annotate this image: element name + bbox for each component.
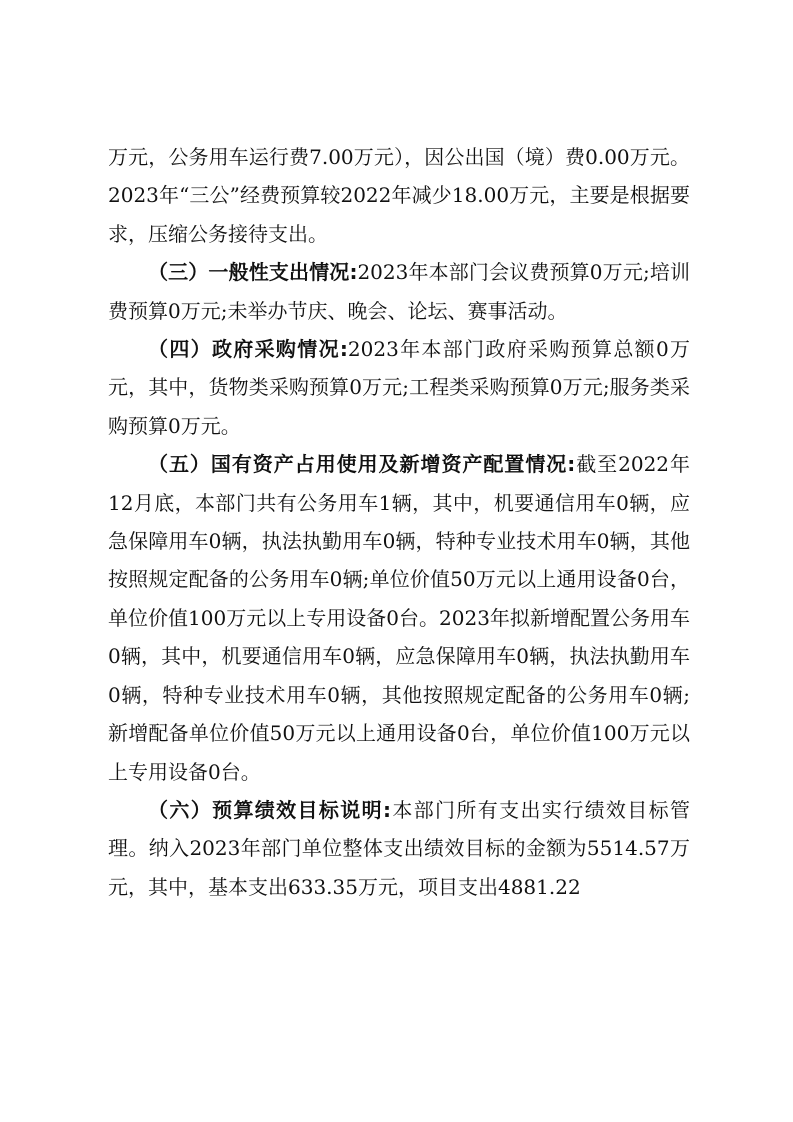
section-heading: （四）政府采购情况: <box>148 337 348 362</box>
section-heading: （六）预算绩效目标说明: <box>148 797 391 822</box>
section-heading: （五）国有资产占用使用及新增资产配置情况: <box>148 452 576 477</box>
paragraph-general-expenditure <box>108 253 690 330</box>
paragraph-text: 2023年本部门政府采购预算总额0万元，其中，货物类采购预算0万元;工程类采购预算0万元;服务类采购预算0万元。 <box>108 337 691 438</box>
paragraph-text: 万元，公务用车运行费7.00万元），因公出国（境）费0.00万元。2023年“三公”经费预算较2022年减少18.00万元，主要是根据要求，压缩公务接待支出。 <box>108 145 690 246</box>
paragraph-continuation <box>108 138 690 253</box>
paragraph-government-procurement <box>108 330 690 445</box>
paragraph-text: 本部门所有支出实行绩效目标管理。纳入2023年部门单位整体支出绩效目标的金额为5514.57万元，其中，基本支出633.35万元，项目支出4881.22 <box>108 797 691 899</box>
document-body <box>108 138 690 906</box>
paragraph-text: 2023年本部门会议费预算0万元;培训费预算0万元;未举办节庆、晚会、论坛、赛事活动。 <box>108 260 690 323</box>
paragraph-performance-targets <box>108 791 690 906</box>
paragraph-text: 截至2022年12月底，本部门共有公务用车1辆，其中，机要通信用车0辆，应急保障用车0辆，执法执勤用车0辆，特种专业技术用车0辆，其他按照规定配备的公务用车0辆;单位价值50万元以上通用设备0台，单位价值100万元以上专用设备0台。2023年拟新增配置公务用车0辆，其中，机要通信用车0辆，应急保障用车0辆，执法执勤用车0辆，特种专业技术用车0辆，其他按照规定配备的公务用车0辆;新增配备单位价值50万元以上通用设备0台，单位价值100万元以上专用设备0台。 <box>108 452 690 784</box>
paragraph-state-assets <box>108 445 690 791</box>
section-heading: （三）一般性支出情况: <box>148 260 358 285</box>
